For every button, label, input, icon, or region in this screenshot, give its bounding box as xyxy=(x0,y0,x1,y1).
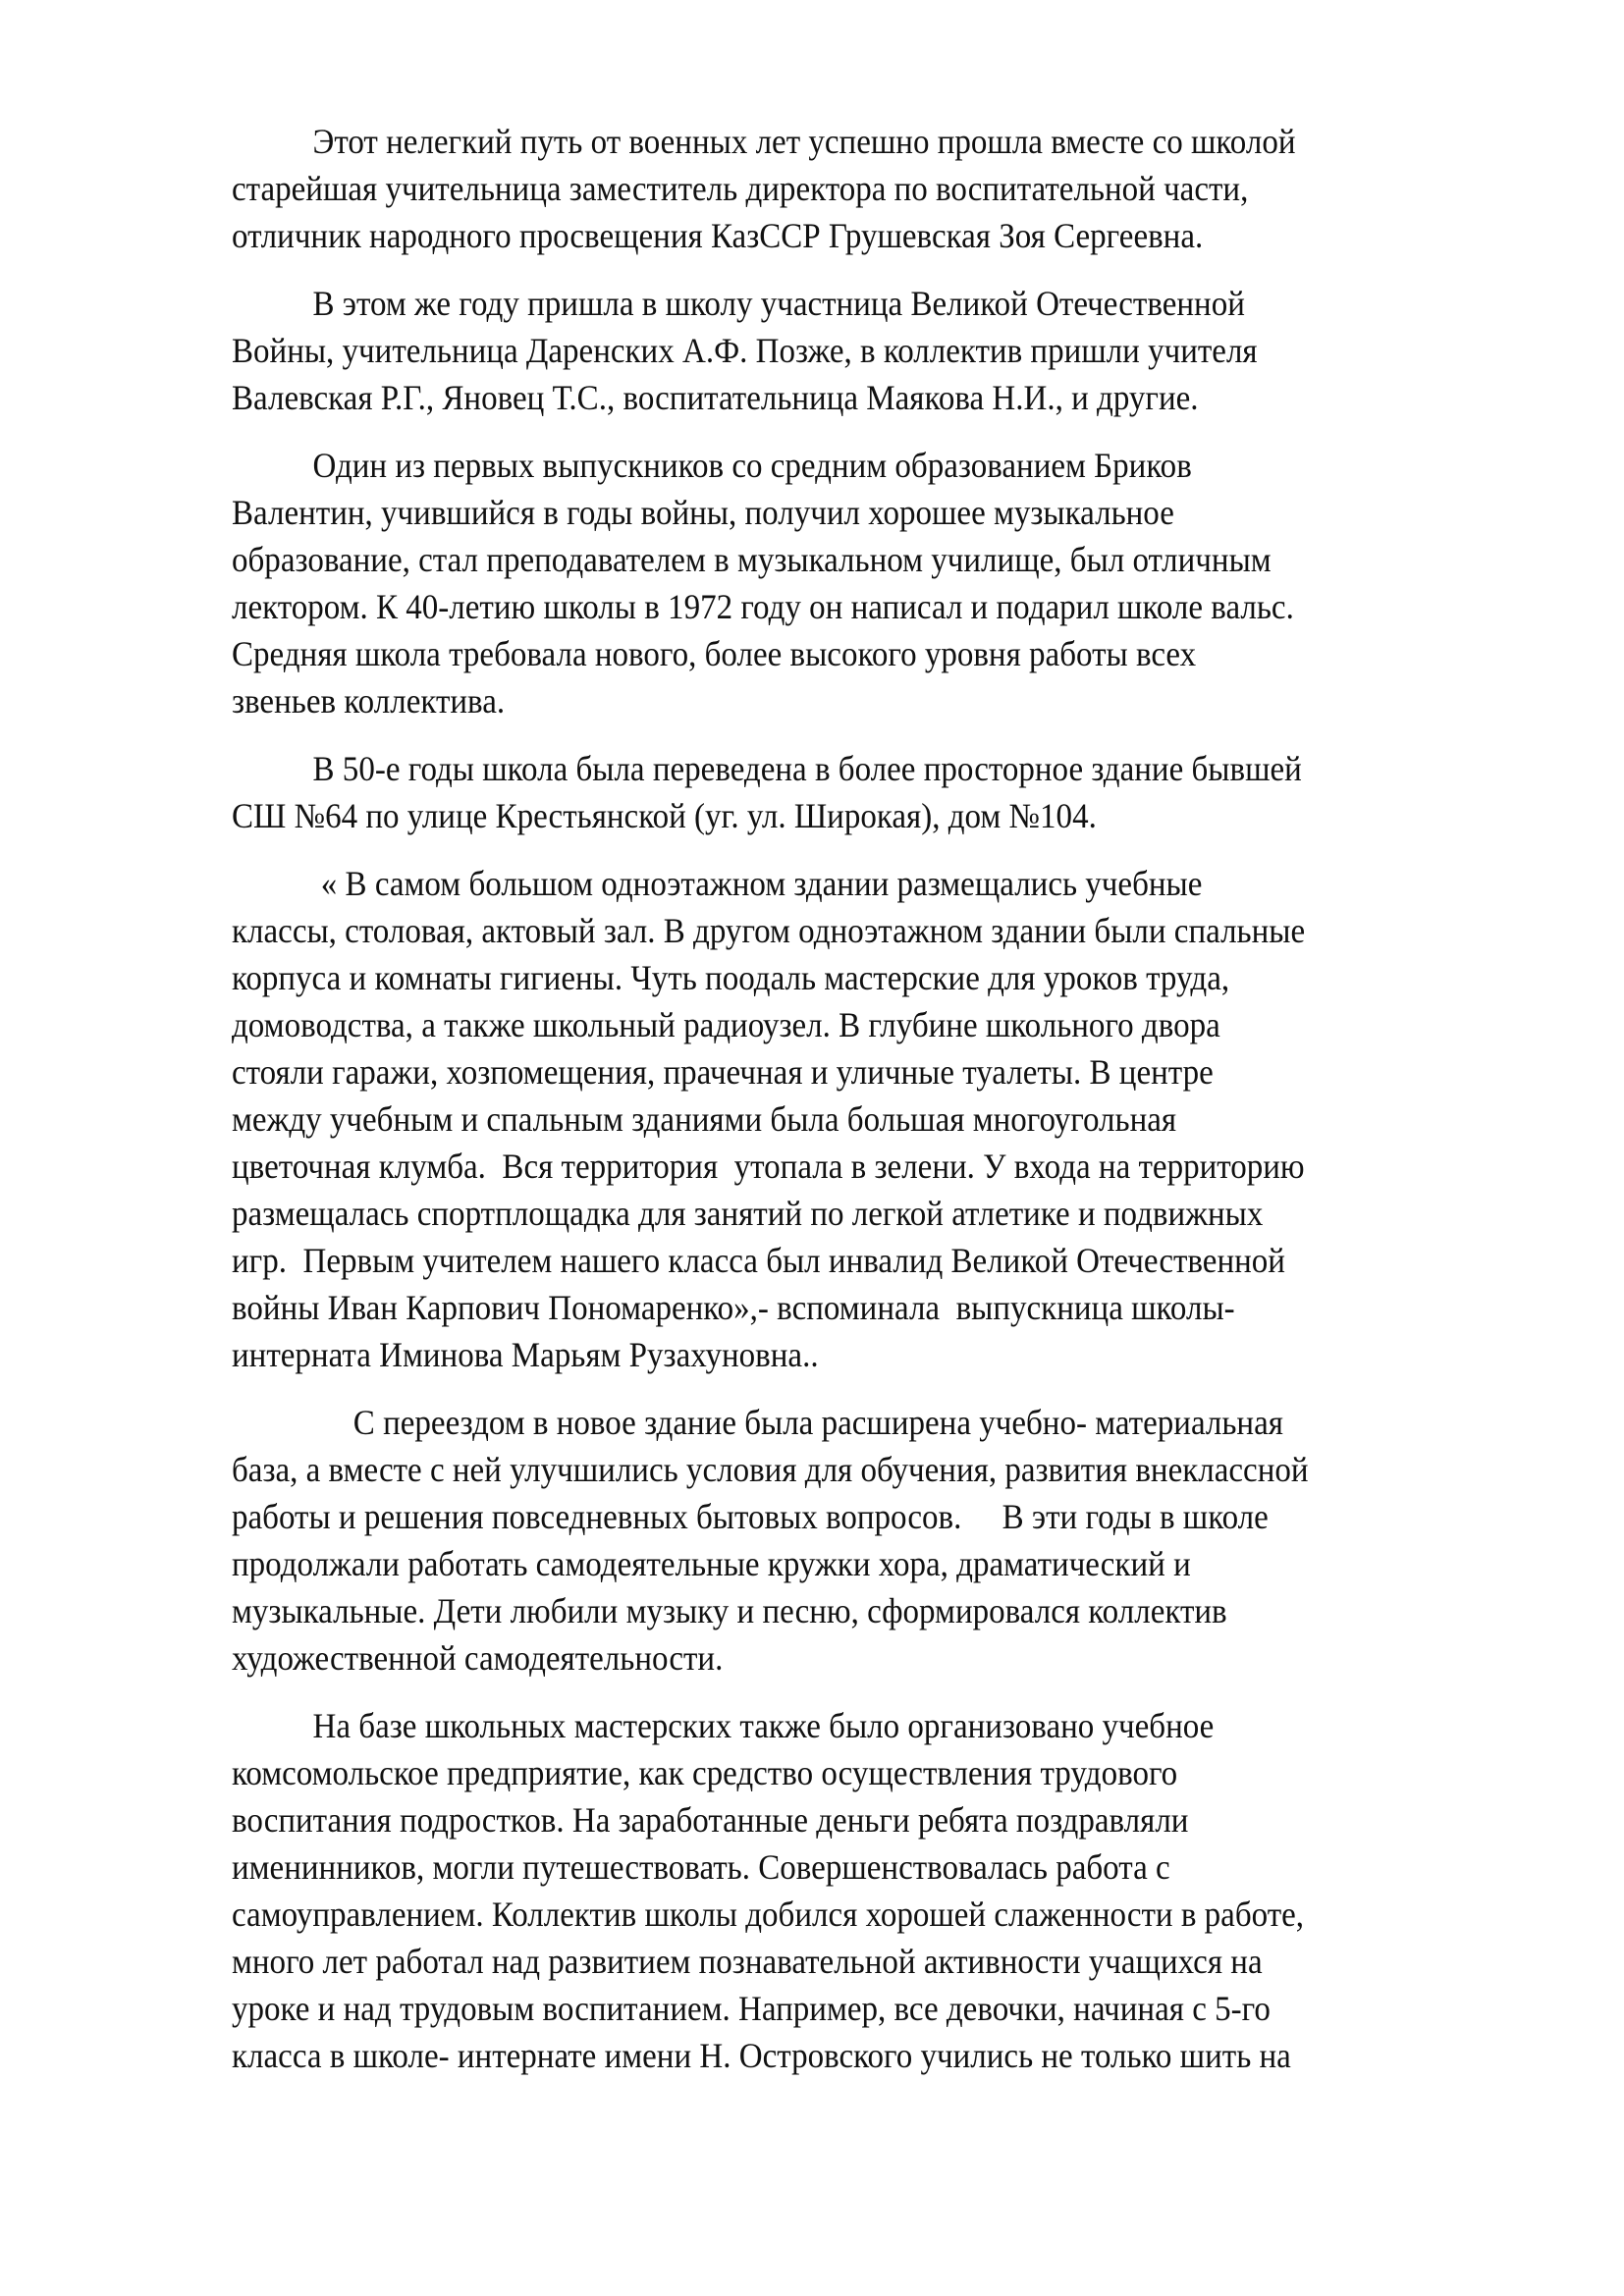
paragraph-line: домоводства, а также школьный радиоузел. В глубине школьного двора xyxy=(232,1005,1220,1044)
paragraph-line: Войны, учительница Даренских А.Ф. Позже, в коллектив пришли учителя xyxy=(232,331,1258,370)
paragraph-line: Средняя школа требовала нового, более высокого уровня работы всех xyxy=(232,634,1197,673)
paragraph-line: СШ №64 по улице Крестьянской (уг. ул. Широкая), дом №104. xyxy=(232,796,1097,835)
paragraph-line: много лет работал над развитием познавательной активности учащихся на xyxy=(232,1942,1263,1981)
paragraph-text: Один из первых выпускников со средним образованием Бриков xyxy=(312,446,1192,485)
paragraph-line: продолжали работать самодеятельные кружки хора, драматический и xyxy=(232,1544,1191,1583)
paragraph-line: цветочная клумба. Вся территория утопала в зелени. У входа на территорию xyxy=(232,1147,1305,1186)
paragraph-line: воспитания подростков. На заработанные деньги ребята поздравляли xyxy=(232,1800,1189,1840)
paragraph-line: Валевская Р.Г., Яновец Т.С., воспитательница Маякова Н.И., и другие. xyxy=(232,378,1199,417)
paragraph-line: уроке и над трудовым воспитанием. Например, все девочки, начиная с 5-го xyxy=(232,1989,1271,2028)
paragraph-first-line xyxy=(232,1702,1455,1749)
paragraph-line: работы и решения повседневных бытовых вопросов. В эти годы в школе xyxy=(232,1497,1269,1536)
paragraph-first-line xyxy=(232,118,1455,165)
paragraph-line: Валентин, учившийся в годы войны, получил хорошее музыкальное xyxy=(232,493,1174,532)
paragraph xyxy=(232,860,1455,1378)
paragraph-line: между учебным и спальным зданиями была большая многоугольная xyxy=(232,1099,1177,1139)
paragraph-line: корпуса и комнаты гигиены. Чуть поодаль мастерские для уроков труда, xyxy=(232,958,1230,997)
paragraph-line: художественной самодеятельности. xyxy=(232,1638,724,1678)
paragraph-line: игр. Первым учителем нашего класса был инвалид Великой Отечественной xyxy=(232,1241,1285,1280)
paragraph-indent xyxy=(232,284,313,323)
paragraph-text: С переездом в новое здание была расширена учебно- материальная xyxy=(352,1403,1283,1442)
paragraph-indent xyxy=(232,1403,353,1442)
paragraph-line: отличник народного просвещения КазССР Грушевская Зоя Сергеевна. xyxy=(232,216,1204,255)
paragraph-line: музыкальные. Дети любили музыку и песню, сформировался коллектив xyxy=(232,1591,1227,1630)
paragraph-indent xyxy=(232,749,313,788)
document-body xyxy=(232,118,1455,2100)
paragraph-line: база, а вместе с ней улучшились условия для обучения, развития внеклассной xyxy=(232,1450,1309,1489)
paragraph-first-line xyxy=(232,860,1455,907)
paragraph-line: старейшая учительница заместитель директора по воспитательной части, xyxy=(232,169,1249,208)
paragraph-line: стояли гаражи, хозпомещения, прачечная и уличные туалеты. В центре xyxy=(232,1052,1214,1092)
paragraph-indent xyxy=(232,1706,313,1745)
paragraph-line: лектором. К 40-летию школы в 1972 году он написал и подарил школе вальс. xyxy=(232,587,1294,626)
paragraph-first-line xyxy=(232,280,1455,327)
paragraph-text: В 50-е годы школа была переведена в более просторное здание бывшей xyxy=(312,749,1302,788)
paragraph-indent xyxy=(232,864,321,903)
paragraph-line: звеньев коллектива. xyxy=(232,681,506,721)
paragraph-line: класса в школе- интернате имени Н. Островского учились не только шить на xyxy=(232,2036,1291,2075)
paragraph-first-line xyxy=(232,442,1455,489)
paragraph-first-line xyxy=(232,1399,1455,1446)
paragraph-first-line xyxy=(232,745,1455,792)
paragraph xyxy=(232,280,1455,421)
paragraph xyxy=(232,118,1455,259)
paragraph-indent xyxy=(232,446,313,485)
paragraph-text: В этом же году пришла в школу участница Великой Отечественной xyxy=(312,284,1245,323)
paragraph-line: войны Иван Карпович Пономаренко»,- вспоминала выпускница школы- xyxy=(232,1288,1235,1327)
paragraph-line: классы, столовая, актовый зал. В другом одноэтажном здании были спальные xyxy=(232,911,1306,950)
paragraph-line: комсомольское предприятие, как средство осуществления трудового xyxy=(232,1753,1178,1792)
paragraph-line: размещалась спортплощадка для занятий по легкой атлетике и подвижных xyxy=(232,1194,1264,1233)
paragraph-text: На базе школьных мастерских также было организовано учебное xyxy=(312,1706,1215,1745)
paragraph-line: самоуправлением. Коллектив школы добился хорошей слаженности в работе, xyxy=(232,1895,1305,1934)
paragraph-text: « В самом большом одноэтажном здании размещались учебные xyxy=(320,864,1203,903)
paragraph-text: Этот нелегкий путь от военных лет успешно прошла вместе со школой xyxy=(312,122,1296,161)
paragraph-line: образование, стал преподавателем в музыкальном училище, был отличным xyxy=(232,540,1272,579)
paragraph xyxy=(232,442,1455,724)
paragraph-line: именинников, могли путешествовать. Совершенствовалась работа с xyxy=(232,1847,1170,1887)
paragraph xyxy=(232,1702,1455,2079)
paragraph xyxy=(232,745,1455,839)
paragraph-line: интерната Иминова Марьям Рузахуновна.. xyxy=(232,1335,819,1374)
paragraph-indent xyxy=(232,122,313,161)
paragraph xyxy=(232,1399,1455,1682)
